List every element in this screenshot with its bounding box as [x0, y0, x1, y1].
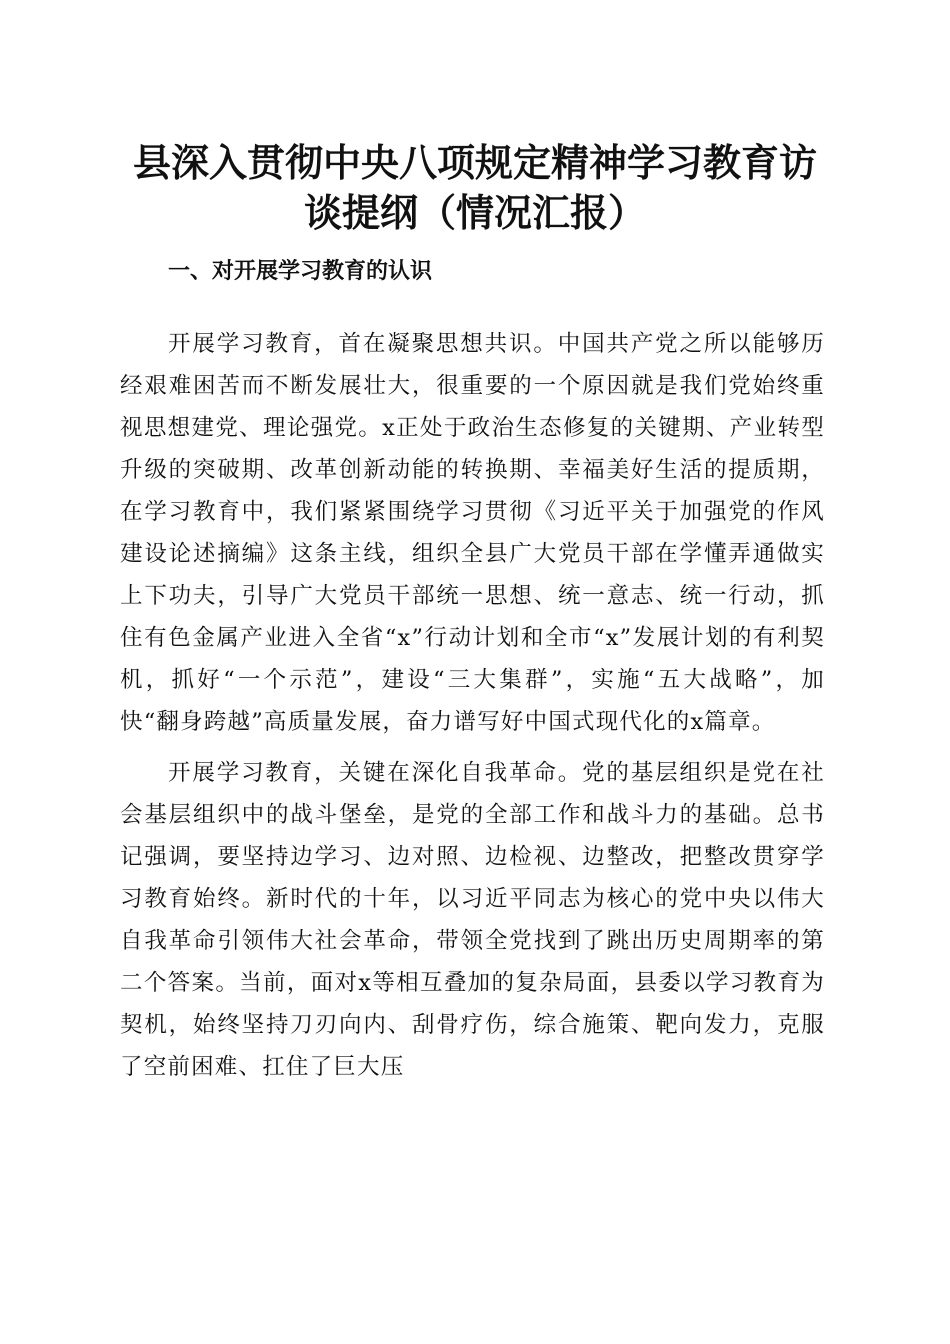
document-body [120, 323, 825, 1097]
body-paragraph-1: 开展学习教育，首在凝聚思想共识。中国共产党之所以能够历经艰难困苦而不断发展壮大，很重要的一个原因就是我们党始终重视思想建党、理论强党。x正处于政治生态修复的关键期、产业转型升级的突破期、改革创新动能的转换期、幸福美好生活的提质期，在学习教育中，我们紧紧围绕学习贯彻《习近平关于加强党的作风建设论述摘编》这条主线，组织全县广大党员干部在学懂弄通做实上下功夫，引导广大党员干部统一思想、统一意志、统一行动，抓住有色金属产业进入全省“x”行动计划和全市“x”发展计划的有利契机，抓好“一个示范”，建设“三大集群”，实施“五大战略”，加快“翻身跨越”高质量发展，奋力谱写好中国式现代化的x篇章。 [120, 331, 825, 735]
document-title: 县深入贯彻中央八项规定精神学习教育访谈提纲（情况汇报） [132, 140, 817, 235]
section-heading: 一、对开展学习教育的认识 [168, 259, 433, 284]
body-paragraph-2: 开展学习教育，关键在深化自我革命。党的基层组织是党在社会基层组织中的战斗堡垒，是党的全部工作和战斗力的基础。总书记强调，要坚持边学习、边对照、边检视、边整改，把整改贯穿学习教育始终。新时代的十年，以习近平同志为核心的党中央以伟大自我革命引领伟大社会革命，带领全党找到了跳出历史周期率的第二个答案。当前，面对x等相互叠加的复杂局面，县委以学习教育为契机，始终坚持刀刃向内、刮骨疗伤，综合施策、靶向发力，克服了空前困难、扛住了巨大压 [120, 760, 825, 1080]
